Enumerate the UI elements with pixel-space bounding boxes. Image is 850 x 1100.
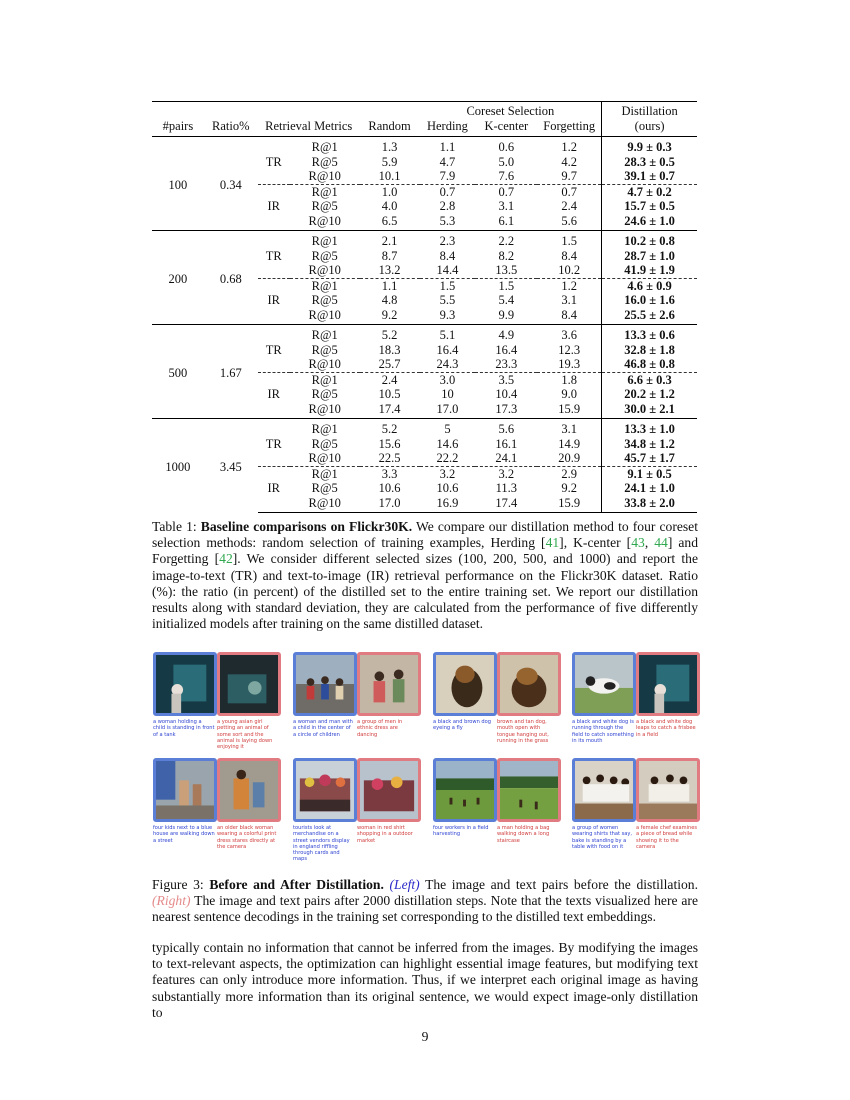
cell-pairs: 1000 [152,419,204,513]
cell-herding: 16.9 [420,496,476,513]
cell-metric: R@5 [311,199,338,213]
citation-link[interactable]: 43 [631,535,645,551]
cell-ours: 45.7 ± 1.7 [602,451,697,466]
cell-forgetting: 9.7 [561,169,578,183]
before-image [433,758,497,822]
cell-kcenter: 0.6 [498,140,515,154]
cell-ours: 24.1 ± 1.0 [602,481,697,496]
after-caption: an older black woman wearing a colorful print dress stares directly at the camera [217,825,277,850]
cell-empty [258,137,290,155]
cell-ours: 4.7 ± 0.2 [602,184,697,199]
cell-ours: 33.8 ± 2.0 [602,496,697,513]
cell-metric: R@5 [311,436,338,451]
cell-ours: 4.6 ± 0.9 [602,278,697,293]
figure-caption [152,877,698,926]
cell-metric: R@10 [308,307,341,322]
cell-random: 6.5 [381,213,398,228]
cell-random: 22.5 [378,451,401,465]
after-image [357,652,421,716]
cell-metric: R@10 [308,213,341,228]
cell-forgetting: 1.2 [561,140,578,154]
before-caption: a black and brown dog eyeing a fly [433,719,492,732]
cell-herding: 2.8 [439,199,456,213]
cell-herding: 14.4 [436,263,459,277]
cell-direction: TR [265,154,282,169]
cell-herding: 10 [441,387,454,401]
cell-empty [258,231,290,249]
cell-ours: 13.3 ± 1.0 [602,419,697,437]
cell-random: 8.7 [381,248,398,263]
cell-herding: 5.3 [439,213,456,228]
cell-empty [258,357,290,372]
cell-metric: R@1 [290,466,360,481]
cell-ours: 9.9 ± 0.3 [602,137,697,155]
cell-kcenter: 5.4 [498,293,515,307]
cell-empty [258,184,290,199]
caption-text: ], K-center [ [559,535,632,551]
cell-forgetting: 9.0 [561,387,578,401]
cell-random: 17.0 [360,496,420,513]
before-image [572,758,636,822]
cell-pairs: 500 [152,325,204,419]
cell-ours: 39.1 ± 0.7 [602,169,697,184]
cell-pairs: 100 [168,177,188,192]
cell-random: 10.5 [378,387,401,401]
table-group [152,419,697,513]
cell-ours: 28.7 ± 1.0 [602,249,697,264]
caption-text: The image and text pairs before the distillation. [425,877,699,892]
cell-kcenter: 0.7 [475,184,537,199]
cell-kcenter: 16.1 [495,436,518,451]
cell-metric: R@5 [311,248,338,263]
cell-ratio: 1.67 [204,325,258,419]
cell-empty [258,278,290,293]
before-caption: tourists look at merchandise on a street vendors display in england riffling through cards and maps [293,825,350,863]
cell-kcenter: 11.3 [495,481,518,495]
cell-random: 18.3 [378,342,401,357]
cell-random: 2.1 [360,231,420,249]
caption-text: ] and Forgetting [ [152,535,699,567]
cell-ours: 13.3 ± 0.6 [602,325,697,343]
cell-herding: 24.3 [436,357,459,371]
body-paragraph: typically contain no information that cannot be inferred from the images. By modifying the images to text-relevant aspects, the optimization can highlight essential image features, but modifying text features can only introduce more information. Thus, if we interpret each original image as having substantially more information than its original sentence, we would expect image-only distillation to [152,940,698,1020]
cell-random: 25.7 [378,357,401,371]
cell-herding: 10.6 [436,481,459,495]
before-caption: a woman and man with a child in the center of a circle of children [293,719,353,738]
cell-empty [258,372,290,387]
after-image [357,758,421,822]
after-image [217,652,281,716]
cell-kcenter: 13.5 [495,263,518,277]
cell-forgetting: 15.9 [537,496,601,513]
header-random: Random [360,119,420,137]
cell-empty [258,402,290,419]
cell-direction: IR [267,199,280,213]
cell-metric: R@10 [308,169,341,183]
cell-empty [258,263,290,278]
table-row [152,137,697,155]
after-image [497,758,561,822]
table-group [152,325,697,419]
cell-herding: 5.1 [420,325,476,343]
table-row [152,231,697,249]
cell-metric: R@10 [290,496,360,513]
cell-ours: 10.2 ± 0.8 [602,231,697,249]
after-image [217,758,281,822]
cell-kcenter: 17.4 [475,496,537,513]
cell-kcenter: 8.2 [498,248,515,263]
after-caption: a young asian girl petting an animal of some sort and the animal is laying down enjoying it [217,719,273,751]
cell-herding: 5.5 [439,293,456,307]
citation-link[interactable]: 42 [219,551,233,567]
cell-random: 10.1 [378,169,401,183]
cell-forgetting: 0.7 [537,184,601,199]
cell-metric: R@1 [311,140,338,154]
cell-herding: 4.7 [439,154,456,169]
cell-direction: TR [265,436,282,451]
cell-herding: 5 [420,419,476,437]
cell-forgetting: 3.1 [537,419,601,437]
before-caption: a black and white dog is running through the field to catch something in its mouth [572,719,634,744]
citation-link[interactable]: 41 [545,535,560,551]
cell-metric: R@10 [308,357,341,371]
cell-herding: 7.9 [439,169,456,183]
cell-metric: R@5 [311,293,338,307]
cell-metric: R@1 [290,419,360,437]
cell-herding: 0.7 [420,184,476,199]
before-image [293,652,357,716]
cell-random: 1.1 [360,278,420,293]
table-group [152,137,697,231]
before-image [153,652,217,716]
cell-kcenter: 7.6 [498,169,515,183]
header-metrics: Retrieval Metrics [258,119,360,137]
cell-random: 1.3 [381,140,398,154]
cell-herding: 3.0 [420,372,476,387]
cell-herding: 3.2 [420,466,476,481]
cell-metric: R@5 [311,154,338,169]
cell-empty [258,496,290,513]
after-caption: a black and white dog leaps to catch a frisbee in a field [636,719,696,738]
cell-random: 17.4 [378,401,401,416]
caption-label: Table 1: [152,519,197,534]
page-number: 9 [421,1029,429,1044]
cell-forgetting: 20.9 [558,451,581,465]
cell-empty [258,214,290,231]
cell-herding: 17.0 [436,401,459,416]
cell-kcenter: 5.0 [498,154,515,169]
cell-random: 3.3 [360,466,420,481]
cell-direction: IR [267,387,280,401]
cell-ratio: 0.34 [219,177,242,192]
cell-forgetting: 3.6 [537,325,601,343]
caption-title: Before and After Distillation. [209,877,384,892]
cell-ours: 32.8 ± 1.8 [602,343,697,358]
cell-empty [258,325,290,343]
cell-herding: 22.2 [436,451,459,465]
cell-metric: R@10 [308,401,341,416]
before-caption: four workers in a field harvesting [433,825,489,838]
cell-herding: 1.1 [439,140,456,154]
cell-metric: R@1 [290,372,360,387]
before-image [572,652,636,716]
table-row [152,419,697,437]
after-caption: woman in red shirt shopping in a outdoor market [357,825,413,844]
before-caption: a woman holding a child is standing in front of a tank [153,719,215,738]
cell-random: 13.2 [378,263,401,277]
cell-forgetting: 8.4 [561,307,578,322]
cell-kcenter: 23.3 [495,357,518,371]
cell-forgetting: 4.2 [561,154,578,169]
cell-ours: 9.1 ± 0.5 [602,466,697,481]
caption-title: Baseline comparisons on Flickr30K. [200,519,413,534]
cell-forgetting: 15.9 [558,401,581,416]
cell-ours: 28.3 ± 0.5 [602,155,697,170]
header-distillation: Distillation [602,102,697,119]
table-group [152,231,697,325]
cell-metric: R@1 [290,231,360,249]
cell-empty [258,308,290,325]
before-image [153,758,217,822]
cell-random: 5.9 [381,154,398,169]
header-kcenter: K-center [475,119,537,137]
cell-forgetting: 12.3 [558,342,581,357]
cell-forgetting: 1.5 [537,231,601,249]
after-image [497,652,561,716]
cell-forgetting: 1.8 [537,372,601,387]
cell-ratio: 0.68 [204,231,258,325]
cell-empty [258,466,290,481]
cell-ours: 24.6 ± 1.0 [602,214,697,231]
cell-empty [258,419,290,437]
cell-kcenter: 24.1 [495,451,518,465]
cell-random: 10.6 [378,481,401,495]
cell-random: 2.4 [360,372,420,387]
cell-empty [258,451,290,466]
cell-direction: IR [267,481,280,495]
cell-kcenter: 4.9 [475,325,537,343]
cell-metric: R@1 [290,278,360,293]
cell-random: 15.6 [378,436,401,451]
before-image [433,652,497,716]
cell-herding: 14.6 [436,436,459,451]
cell-herding: 1.5 [420,278,476,293]
cell-random: 5.2 [360,419,420,437]
cell-herding: 2.3 [420,231,476,249]
cell-kcenter: 3.1 [498,199,515,213]
caption-text: ]. We consider different selected sizes (100, 200, 500, and 1000) and report the image-to-text (TR) and text-to-image (IR) retrieval performance on the Flickr30K dataset. Ratio (%): the ratio (in percent) of the distilled set to the entire training set. We report our distillation results along with standard deviation, they are calculated from the performance of five differently initialized models after training on the same distilled dataset. [152,551,698,632]
header-ratio: Ratio% [204,119,258,137]
cell-random: 4.8 [381,293,398,307]
cell-forgetting: 2.9 [537,466,601,481]
cell-kcenter: 10.4 [495,387,518,401]
cell-random: 9.2 [381,307,398,322]
cell-ours: 25.5 ± 2.6 [602,308,697,325]
before-caption: four kids next to a blue house are walking down a street [153,825,215,844]
caption-left-link[interactable]: (Left) [389,877,420,892]
cell-herding: 8.4 [439,248,456,263]
cell-direction: TR [265,248,282,263]
caption-text: , [644,535,655,551]
cell-metric: R@5 [311,342,338,357]
cell-kcenter: 5.6 [475,419,537,437]
results-table [152,101,697,513]
cell-kcenter: 6.1 [498,213,515,228]
cell-metric: R@1 [290,184,360,199]
cell-random: 1.0 [360,184,420,199]
cell-direction: TR [265,342,282,357]
cell-metric: R@5 [311,481,338,495]
cell-kcenter: 9.9 [498,307,515,322]
cell-forgetting: 2.4 [561,199,578,213]
after-caption: a female chef examines a piece of bread while showing it to the camera [636,825,698,850]
header-herding: Herding [420,119,476,137]
cell-forgetting: 3.1 [561,293,578,307]
cell-forgetting: 10.2 [558,263,581,277]
cell-ours: 34.8 ± 1.2 [602,437,697,452]
cell-kcenter: 3.5 [475,372,537,387]
cell-ours: 16.0 ± 1.6 [602,293,697,308]
cell-forgetting: 5.6 [561,213,578,228]
cell-ours: 20.2 ± 1.2 [602,387,697,402]
cell-ours: 30.0 ± 2.1 [602,402,697,419]
cell-forgetting: 9.2 [561,481,578,495]
header-pairs: #pairs [152,119,204,137]
cell-ratio: 3.45 [204,419,258,513]
before-caption: a group of women wearing shirts that say, bake is standing by a table with food on it [572,825,633,850]
cell-random: 4.0 [381,199,398,213]
header-ours: (ours) [602,119,697,137]
cell-ours: 6.6 ± 0.3 [602,372,697,387]
cell-forgetting: 8.4 [561,248,578,263]
cell-herding: 9.3 [439,307,456,322]
cell-kcenter: 3.2 [475,466,537,481]
caption-label: Figure 3: [152,877,204,892]
after-image [636,652,700,716]
cell-kcenter: 2.2 [475,231,537,249]
after-caption: brown and tan dog, mouth open with tongue hanging out, running in the grass [497,719,549,744]
cell-ours: 15.7 ± 0.5 [602,199,697,214]
cell-direction: IR [267,293,280,307]
header-coreset: Coreset Selection [420,102,602,119]
caption-text: We compare our distillation method to four coreset selection methods: random selection of training examples, Herding [ [152,519,698,551]
caption-right-link[interactable]: (Right) [152,893,191,909]
cell-metric: R@5 [311,387,338,401]
cell-random: 5.2 [360,325,420,343]
after-caption: a man holding a bag walking down a long staircase [497,825,550,844]
cell-herding: 16.4 [436,342,459,357]
after-caption: a group of men in ethnic dress are dancing [357,719,403,738]
cell-forgetting: 1.2 [537,278,601,293]
cell-forgetting: 19.3 [558,357,581,371]
caption-text: The image and text pairs after 2000 distillation steps. Note that the texts visualized here are nearest sentence decodings in the training set corresponding to the distilled text embeddings. [152,893,698,925]
cell-kcenter: 1.5 [475,278,537,293]
header-forgetting: Forgetting [537,119,601,137]
before-image [293,758,357,822]
citation-link[interactable]: 44 [654,535,668,551]
table-caption [152,519,698,632]
cell-pairs: 200 [152,231,204,325]
cell-forgetting: 14.9 [558,436,581,451]
cell-metric: R@1 [290,325,360,343]
cell-metric: R@10 [308,263,341,277]
cell-ours: 46.8 ± 0.8 [602,357,697,372]
cell-kcenter: 16.4 [495,342,518,357]
cell-kcenter: 17.3 [495,401,518,416]
cell-ours: 41.9 ± 1.9 [602,263,697,278]
cell-empty [258,169,290,184]
cell-metric: R@10 [308,451,341,465]
after-image [636,758,700,822]
table-row [152,325,697,343]
